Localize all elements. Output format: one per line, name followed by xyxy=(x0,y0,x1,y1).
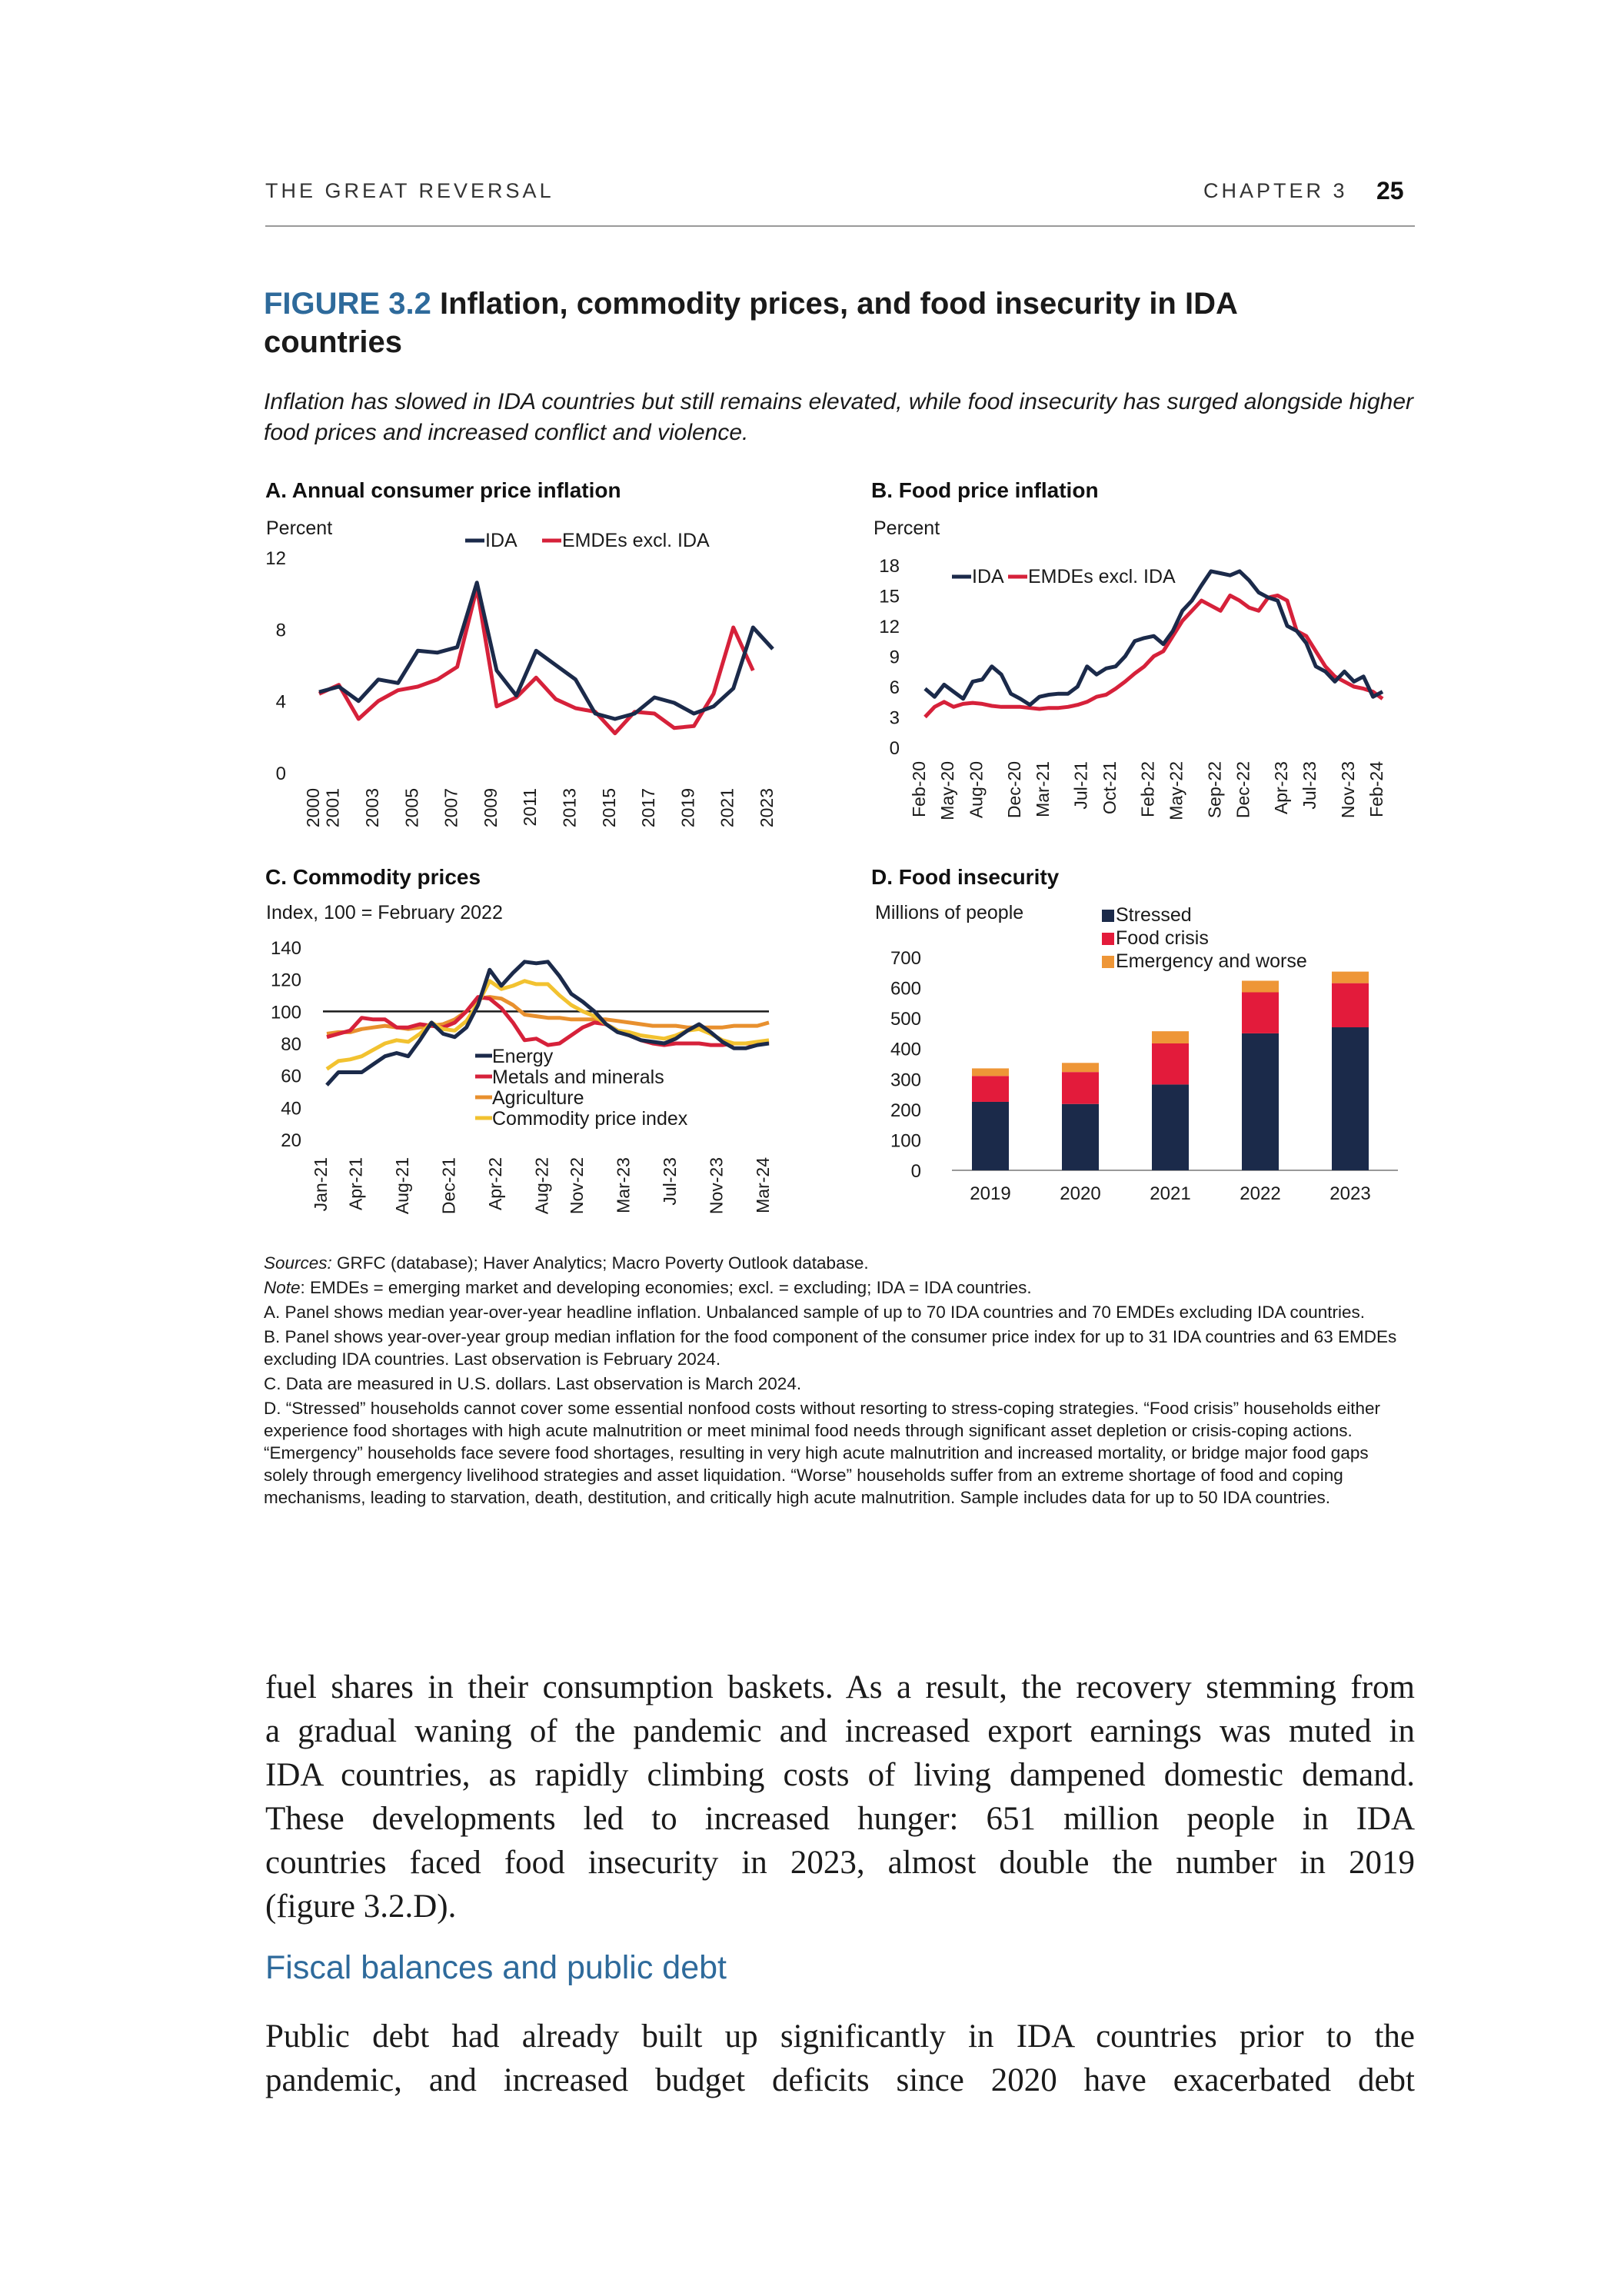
header-divider xyxy=(265,225,1415,227)
panel-c-legend-agriculture: Agriculture xyxy=(492,1087,584,1109)
panel-d-bar-2021-stressed xyxy=(1152,1084,1189,1170)
panel-a-ytick-label: 12 xyxy=(265,548,286,569)
body-line: (figure 3.2.D). xyxy=(265,1888,457,1925)
notes-note xyxy=(264,1276,1417,1299)
panel-b-xtick-label: May-22 xyxy=(1166,761,1186,820)
figure-title xyxy=(264,285,1340,361)
panel-b-xtick-label: Apr-23 xyxy=(1271,761,1292,815)
panel-a-xtick-label: 2019 xyxy=(677,788,698,828)
panel-b-series-ida-line xyxy=(925,571,1383,705)
notes-note-text: : EMDEs = emerging market and developing economies; excl. = excluding; IDA = IDA countries. xyxy=(300,1278,1032,1297)
panel-d-xtick-label: 2022 xyxy=(1240,1183,1281,1204)
panel-c-ytick-label: 100 xyxy=(270,1002,301,1023)
panel-b-xtick-label: May-20 xyxy=(937,761,958,820)
panel-a-legend-emdes: EMDEs excl. IDA xyxy=(562,530,710,551)
panel-a-xtick-label: 2005 xyxy=(401,788,422,828)
panel-a-series-ida-line xyxy=(319,583,773,719)
figure-notes xyxy=(264,1252,1417,1511)
panel-c-xtick-label: Aug-22 xyxy=(531,1157,552,1215)
panel-a-xtick-label: 2017 xyxy=(638,788,659,828)
panel-c-ytick-label: 20 xyxy=(281,1130,301,1151)
panel-c-chart xyxy=(261,896,800,1215)
panel-a-xtick-label: 2003 xyxy=(361,788,382,828)
panel-d-ytick-label: 200 xyxy=(890,1100,921,1121)
panel-d-bar-2020-emergency xyxy=(1062,1063,1099,1072)
panel-d-ytick-label: 0 xyxy=(910,1161,921,1182)
panel-a-xtick-label: 2011 xyxy=(520,788,541,827)
notes-panel-b: B. Panel shows year-over-year group median inflation for the food component of the consumer price index for up to 31 IDA countries and 63 EMDEs excluding IDA countries. Last observation is February 2024. xyxy=(264,1327,1397,1369)
panel-c-xtick-label: Mar-23 xyxy=(613,1157,634,1213)
panel-b-xtick-label: Feb-20 xyxy=(909,761,929,817)
panel-c-legend-index: Commodity price index xyxy=(492,1108,688,1130)
panel-d-xtick-label: 2020 xyxy=(1060,1183,1101,1204)
panel-d-legend-crisis-swatch xyxy=(1102,933,1114,945)
panel-b-chart xyxy=(867,511,1421,834)
panel-d-legend-stressed-swatch xyxy=(1102,910,1114,922)
panel-d-xtick-label: 2023 xyxy=(1329,1183,1371,1204)
panel-b-ytick-label: 12 xyxy=(879,617,900,637)
panel-c-xtick-label: Jan-21 xyxy=(311,1157,331,1212)
notes-sources xyxy=(264,1252,1417,1274)
panel-b-xtick-label: Dec-20 xyxy=(1003,761,1024,819)
panel-c-xtick-label: Apr-22 xyxy=(484,1157,505,1211)
panel-a-xtick-label: 2013 xyxy=(559,788,580,828)
panel-b-xtick-label: Dec-22 xyxy=(1233,761,1253,819)
panel-b-ylabel: Percent xyxy=(874,517,940,539)
notes-panel-a: A. Panel shows median year-over-year headline inflation. Unbalanced sample of up to 70 IDA countries and 70 EMDEs excluding IDA countries. xyxy=(264,1303,1366,1322)
panel-d-bar-2023-stressed xyxy=(1332,1027,1369,1170)
notes-panel-c: C. Data are measured in U.S. dollars. Last observation is March 2024. xyxy=(264,1374,802,1393)
panel-a-legend-ida: IDA xyxy=(485,530,517,551)
panel-c-xtick-label: Jul-23 xyxy=(659,1157,680,1206)
body-line: These developments led to increased hunger: 651 million people in IDA xyxy=(265,1801,1415,1837)
panel-b-legend-emdes: EMDEs excl. IDA xyxy=(1028,566,1176,587)
panel-b-xtick-label: Jul-23 xyxy=(1300,761,1320,810)
panel-a-ytick-label: 0 xyxy=(275,764,286,784)
panel-a-xtick-label: 2007 xyxy=(441,788,461,828)
panel-d-bar-2022-food-crisis xyxy=(1242,993,1279,1033)
panel-d-bar-2019-stressed xyxy=(972,1102,1009,1170)
notes-sources-text: GRFC (database); Haver Analytics; Macro Poverty Outlook database. xyxy=(331,1253,869,1273)
panel-b-xtick-label: Feb-24 xyxy=(1366,761,1386,817)
panel-a-xtick-label: 2001 xyxy=(322,788,343,828)
panel-c-title: C. Commodity prices xyxy=(265,865,481,889)
panel-d-bar-2022-emergency xyxy=(1242,980,1279,992)
panel-b-xtick-label: Nov-23 xyxy=(1337,761,1358,819)
panel-d-ylabel: Millions of people xyxy=(875,902,1024,923)
body-line: a gradual waning of the pandemic and increased export earnings was muted in xyxy=(265,1713,1415,1749)
panel-d-bar-2019-food-crisis xyxy=(972,1076,1009,1102)
figure-title-text: Inflation, commodity prices, and food insecurity in IDA countries xyxy=(264,287,1237,359)
panel-d-legend-stressed: Stressed xyxy=(1116,904,1192,926)
panel-c-ytick-label: 60 xyxy=(281,1066,301,1087)
panel-c-legend-metals: Metals and minerals xyxy=(492,1066,664,1088)
panel-b-ytick-label: 18 xyxy=(879,556,900,577)
body-line: countries faced food insecurity in 2023, almost double the number in 2019 xyxy=(265,1845,1415,1881)
panel-b-xtick-label: Feb-22 xyxy=(1137,761,1158,817)
panel-d-bar-2023-emergency xyxy=(1332,972,1369,983)
panel-b-ytick-label: 0 xyxy=(889,738,900,759)
panel-b-xtick-label: Jul-21 xyxy=(1070,761,1091,810)
panel-b-ytick-label: 15 xyxy=(879,586,900,607)
panel-d-bar-2020-food-crisis xyxy=(1062,1072,1099,1104)
panel-a-xtick-label: 2021 xyxy=(717,788,737,828)
panel-d-bar-2021-emergency xyxy=(1152,1031,1189,1043)
panel-c-ytick-label: 40 xyxy=(281,1098,301,1120)
panel-c-legend-energy: Energy xyxy=(492,1046,554,1067)
panel-c-xtick-label: Aug-21 xyxy=(391,1157,412,1215)
panel-d-legend-emergency: Emergency and worse xyxy=(1116,950,1307,972)
panel-b-title: B. Food price inflation xyxy=(871,478,1099,502)
panel-d-bar-2021-food-crisis xyxy=(1152,1043,1189,1084)
body-line: Public debt had already built up significantly in IDA countries prior to the xyxy=(265,2018,1415,2055)
figure-subtitle: Inflation has slowed in IDA countries but still remains elevated, while food insecurity has surged alongside higher food prices and increased conflict and violence. xyxy=(264,389,1413,445)
panel-d-chart xyxy=(867,896,1421,1215)
body-line: pandemic, and increased budget deficits since 2020 have exacerbated debt xyxy=(265,2062,1415,2098)
panel-d-ytick-label: 400 xyxy=(890,1039,921,1060)
panel-d-legend-emergency-swatch xyxy=(1102,956,1114,968)
panel-a-ytick-label: 4 xyxy=(275,691,286,713)
panel-b-ytick-label: 3 xyxy=(889,707,900,729)
panel-b-xtick-label: Oct-21 xyxy=(1099,761,1120,815)
chapter-label: CHAPTER 3 xyxy=(1203,179,1348,202)
panel-d-xtick-label: 2021 xyxy=(1150,1183,1191,1204)
panel-d-ytick-label: 600 xyxy=(890,978,921,1000)
figure-label: FIGURE 3.2 xyxy=(264,287,431,321)
panel-a-xtick-label: 2023 xyxy=(757,788,777,828)
panel-c-xtick-label: Apr-21 xyxy=(345,1157,366,1211)
panel-a-ytick-label: 8 xyxy=(275,620,286,641)
panel-b-legend-ida: IDA xyxy=(972,566,1004,587)
panel-b-xtick-label: Mar-21 xyxy=(1033,761,1053,817)
body-line: IDA countries, as rapidly climbing costs of living dampened domestic demand. xyxy=(265,1757,1415,1793)
panel-c-ytick-label: 80 xyxy=(281,1034,301,1055)
notes-panel-d: D. “Stressed” households cannot cover some essential nonfood costs without resorting to stress-coping strategies. “Food crisis” households either experience food shortages with high acute malnutrition or meet minimal food needs through significant asset depletion or crisis-coping actions. “Emergency” households face severe food shortages, resulting in very high acute malnutrition and increased mortality, or bridge major food gaps solely through emergency livelihood strategies and asset liquidation. “Worse” households suffer from an extreme shortage of food and coping mechanisms, leading to starvation, death, destitution, and critically high acute malnutrition. Sample includes data for up to 50 IDA countries. xyxy=(264,1399,1380,1507)
panel-d-bar-2020-stressed xyxy=(1062,1104,1099,1170)
panel-d-legend-crisis: Food crisis xyxy=(1116,927,1209,949)
panel-a-ylabel: Percent xyxy=(266,517,333,539)
panel-d-ytick-label: 500 xyxy=(890,1009,921,1030)
panel-c-xtick-label: Nov-22 xyxy=(566,1157,587,1215)
panel-b-ytick-label: 6 xyxy=(889,677,900,698)
panel-a-chart xyxy=(261,511,800,834)
panel-c-series-metals-line xyxy=(327,997,769,1046)
panel-c-ytick-label: 120 xyxy=(270,970,301,991)
panel-a-xtick-label: 2000 xyxy=(303,788,323,828)
panel-c-ytick-label: 140 xyxy=(270,938,301,959)
body-line: fuel shares in their consumption baskets. As a result, the recovery stemming from xyxy=(265,1669,1415,1705)
panel-a-title: A. Annual consumer price inflation xyxy=(265,478,621,502)
panel-b-ytick-label: 9 xyxy=(889,647,900,668)
panel-b-xtick-label: Sep-22 xyxy=(1204,761,1225,819)
page-number: 25 xyxy=(1376,177,1404,205)
notes-note-label: Note xyxy=(264,1278,301,1297)
panel-d-bar-2023-food-crisis xyxy=(1332,983,1369,1027)
panel-c-xtick-label: Dec-21 xyxy=(438,1157,459,1215)
panel-c-xtick-label: Mar-24 xyxy=(753,1157,773,1213)
panel-d-xtick-label: 2019 xyxy=(970,1183,1011,1204)
section-heading: Fiscal balances and public debt xyxy=(265,1949,727,1986)
panel-d-ytick-label: 100 xyxy=(890,1130,921,1152)
panel-d-title: D. Food insecurity xyxy=(871,865,1060,889)
panel-c-xtick-label: Nov-23 xyxy=(706,1157,727,1215)
panel-a-xtick-label: 2009 xyxy=(480,788,501,828)
panel-d-ytick-label: 700 xyxy=(890,948,921,969)
panel-d-bar-2019-emergency xyxy=(972,1068,1009,1076)
panel-d-ytick-label: 300 xyxy=(890,1070,921,1091)
panel-a-xtick-label: 2015 xyxy=(598,788,619,828)
notes-sources-label: Sources: xyxy=(264,1253,332,1273)
panel-c-ylabel: Index, 100 = February 2022 xyxy=(266,902,503,923)
panel-b-series-emdes-line xyxy=(925,596,1383,717)
running-title: THE GREAT REVERSAL xyxy=(265,179,554,202)
panel-b-xtick-label: Aug-20 xyxy=(966,761,987,819)
panel-d-bar-2022-stressed xyxy=(1242,1033,1279,1170)
